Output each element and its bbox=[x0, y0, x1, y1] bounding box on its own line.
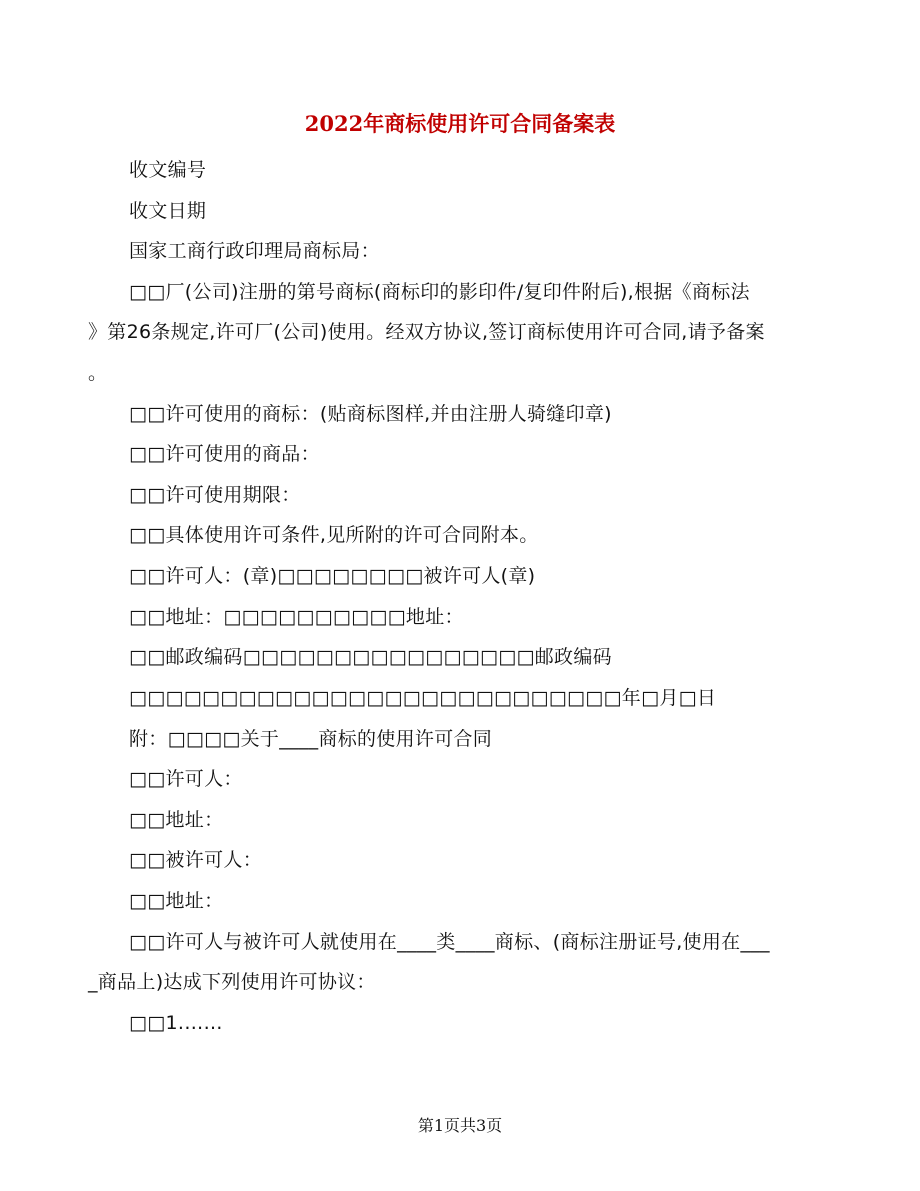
license-conditions-line: □□具体使用许可条件,见所附的许可合同附本。 bbox=[129, 524, 539, 546]
agreement-line-continued: _商品上)达成下列使用许可协议： bbox=[88, 971, 376, 993]
licensee-address-line: □□地址： bbox=[129, 890, 224, 912]
date-line: □□□□□□□□□□□□□□□□□□□□□□□□□□□年□月□日 bbox=[129, 687, 717, 709]
paragraph-line-continued: 》第26条规定,许可厂(公司)使用。经双方协议,签订商标使用许可合同,请予备案 bbox=[88, 321, 765, 343]
license-period-line: □□许可使用期限： bbox=[129, 484, 301, 506]
paragraph-line-end: 。 bbox=[88, 362, 108, 384]
address-line: □□地址：□□□□□□□□□□地址： bbox=[129, 606, 464, 628]
licensor-seal-line: □□许可人：(章)□□□□□□□□被许可人(章) bbox=[129, 565, 536, 587]
licensed-goods-line: □□许可使用的商品： bbox=[129, 443, 320, 465]
paragraph-line: □□厂(公司)注册的第号商标(商标印的影印件/复印件附后),根据《商标法 bbox=[129, 281, 750, 303]
receipt-date-label: 收文日期 bbox=[129, 200, 207, 222]
licensed-trademark-line: □□许可使用的商标：(贴商标图样,并由注册人骑缝印章) bbox=[129, 403, 612, 425]
agreement-line: □□许可人与被许可人就使用在____类____商标、(商标注册证号,使用在___ bbox=[129, 931, 770, 953]
document-title: 2022年商标使用许可合同备案表 bbox=[304, 111, 616, 136]
postal-code-line: □□邮政编码□□□□□□□□□□□□□□□□邮政编码 bbox=[129, 646, 612, 668]
licensee-line: □□被许可人： bbox=[129, 849, 263, 871]
receipt-number-label: 收文编号 bbox=[129, 159, 207, 181]
addressee-line: 国家工商行政印理局商标局： bbox=[129, 240, 380, 262]
page-number: 第1页共3页 bbox=[417, 1116, 503, 1135]
attachment-line: 附：□□□□关于____商标的使用许可合同 bbox=[129, 728, 493, 750]
clause-1-line: □□1.…… bbox=[129, 1012, 223, 1034]
licensor-line: □□许可人： bbox=[129, 768, 243, 790]
licensor-address-line: □□地址： bbox=[129, 809, 224, 831]
